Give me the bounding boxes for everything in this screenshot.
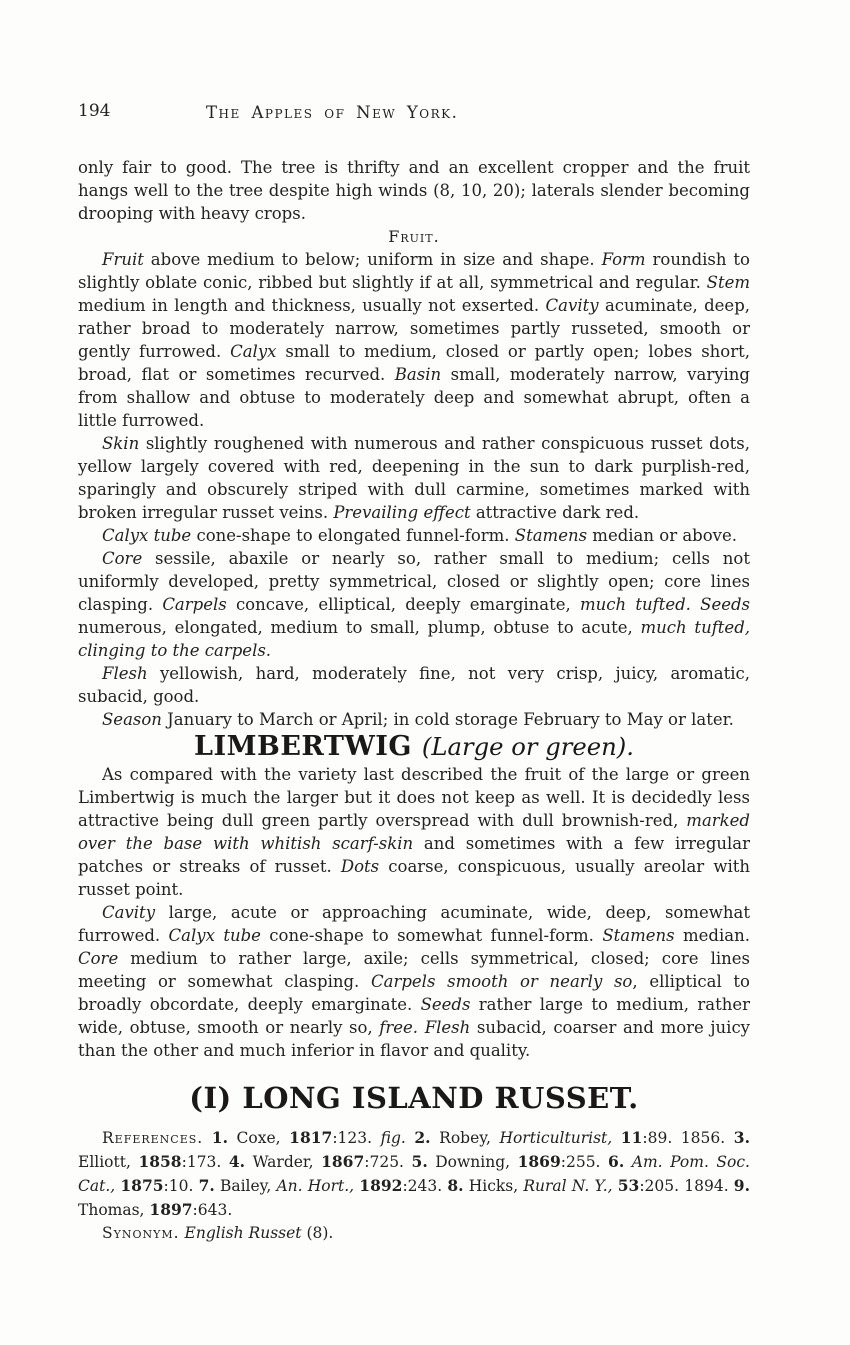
text-run: Carpels smooth or nearly so [371, 972, 633, 991]
text-run: 1817 [289, 1128, 333, 1147]
text-run: Rural N. Y., [523, 1177, 613, 1195]
page-body [78, 156, 750, 1245]
text-run: small, moderately narrow, varying from shallow and obtuse to moderately deep and somewhat abrupt, often a little furrowed. [78, 365, 750, 430]
text-run: free. [379, 1018, 419, 1037]
text-run: small to medium, closed or partly open; lobes short, broad, flat or sometimes recurved. [78, 342, 750, 384]
text-run: :643. [192, 1201, 233, 1219]
text-run: Horticulturist, [499, 1129, 613, 1147]
text-run: 1. [211, 1128, 228, 1147]
text-run: above medium to below; uniform in size and shape. [143, 250, 602, 269]
text-run: only fair to good. The tree is thrifty and an excellent cropper and the fruit hangs well to the tree despite high winds (8, 10, 20); laterals slender becoming drooping with heavy crops. [78, 158, 750, 223]
text-run: marked over the base with whitish scarf-skin [78, 811, 750, 853]
intro-paragraph [78, 156, 750, 225]
text-run: 5. [411, 1152, 428, 1171]
text-run: 1892 [359, 1176, 403, 1195]
text-run: As compared with the variety last described the fruit of the large or green Limbertwig is much the larger but it does not keep as well. It is decidedly less attractive being dull green partly overspread with dull brownish-red, [78, 765, 750, 830]
text-run: yellowish, hard, moderately fine, not very crisp, juicy, aromatic, subacid, good. [78, 664, 750, 706]
text-run: (I) LONG ISLAND RUSSET. [189, 1081, 639, 1115]
text-run: Flesh [102, 664, 148, 683]
text-run: Bailey, [214, 1177, 277, 1195]
text-run [624, 1153, 632, 1171]
text-run: Seeds [420, 995, 471, 1014]
text-run: Elliott, [78, 1153, 139, 1171]
text-run: slightly roughened with numerous and rather conspicuous russet dots, yellow largely covered with red, deepening in the sun to dark purplish-red, sparingly and obscurely striped with dull carmine, sometimes marked with broken irregular russet veins. [78, 434, 750, 522]
text-run: Flesh [424, 1018, 471, 1037]
text-run: Am. Pom. Soc. Cat., [78, 1153, 750, 1195]
text-run: 1897 [149, 1200, 193, 1219]
text-run: :89. 1856. [642, 1129, 734, 1147]
text-run: Warder, [245, 1153, 322, 1171]
text-run: and sometimes with a few irregular patches or streaks of russet. [78, 834, 751, 876]
text-run: :10. [163, 1177, 199, 1195]
text-run: , elliptical to broadly obcordate, deeply emarginate. [78, 972, 750, 1014]
fruit-description-paragraph [78, 248, 750, 432]
text-run: Dots [340, 857, 380, 876]
text-run: Form [601, 250, 646, 269]
fruit-section-heading [78, 225, 750, 248]
text-run: Cavity [545, 296, 599, 315]
text-run: Robey, [430, 1129, 500, 1147]
text-run: 2. [414, 1128, 431, 1147]
text-run: Calyx [230, 342, 277, 361]
text-run: Synonym. [102, 1224, 180, 1242]
text-run: Carpels [162, 595, 227, 614]
limbertwig-cavity-paragraph [78, 901, 750, 1062]
text-run: median. [674, 926, 750, 945]
synonym-paragraph [78, 1222, 750, 1245]
text-run: 53 [617, 1176, 640, 1195]
calyx-tube-paragraph [78, 524, 750, 547]
text-run: median or above. [587, 526, 737, 545]
limbertwig-intro-paragraph [78, 763, 750, 901]
text-run: Stamens [514, 526, 588, 545]
text-run: :243. [402, 1177, 448, 1195]
text-run: attractive dark red. [470, 503, 640, 522]
text-run: 7. [198, 1176, 215, 1195]
text-run: Core [102, 549, 143, 568]
text-run: medium to rather large, axile; cells symmetrical, closed; core lines meeting or somewhat clasping. [78, 949, 750, 991]
text-run: (Large or green). [421, 732, 634, 761]
text-run: 6. [608, 1152, 625, 1171]
text-run [612, 1129, 621, 1147]
text-run: :123. [332, 1129, 381, 1147]
text-run [418, 1018, 425, 1037]
text-run: 3. [733, 1128, 750, 1147]
references-paragraph [78, 1126, 750, 1222]
text-run: Prevailing effect [333, 503, 471, 522]
text-run: Core [78, 949, 119, 968]
text-run: Stem [706, 273, 750, 292]
text-run: subacid, coarser and more juicy than the other and much inferior in flavor and quality. [78, 1018, 751, 1060]
text-run: sessile, abaxile or nearly so, rather small to medium; cells not uniformly developed, pretty symmetrical, closed or slightly open; core lines clasping. [78, 549, 750, 614]
variety-heading-limbertwig [78, 731, 750, 763]
text-run: :725. [364, 1153, 412, 1171]
text-run: concave, elliptical, deeply emarginate, [226, 595, 580, 614]
text-run: Thomas, [78, 1201, 150, 1219]
text-run: Coxe, [227, 1129, 290, 1147]
text-run: English Russet [184, 1224, 302, 1242]
text-run: coarse, conspicuous, usually areolar with russet point. [78, 857, 750, 899]
text-run: Basin [394, 365, 442, 384]
text-run [691, 595, 700, 614]
text-run: Skin [102, 434, 140, 453]
text-run: Calyx tube [102, 526, 192, 545]
text-run: An. Hort., [276, 1177, 355, 1195]
text-run: fig. [380, 1129, 406, 1147]
season-paragraph [78, 708, 750, 731]
text-run: Season [102, 710, 162, 729]
text-run: much tufted, clinging to the carpels. [78, 618, 750, 660]
text-run: Seeds [700, 595, 751, 614]
text-run: 1867 [321, 1152, 365, 1171]
text-run: Cavity [102, 903, 156, 922]
text-run: numerous, elongated, medium to small, plump, obtuse to acute, [78, 618, 641, 637]
text-run: roundish to slightly oblate conic, ribbed but slightly if at all, symmetrical and regular. [78, 250, 750, 292]
text-run: 1875 [120, 1176, 164, 1195]
variety-heading-long-island-russet [78, 1082, 750, 1114]
text-run: 4. [228, 1152, 246, 1171]
text-run: much tufted. [580, 595, 691, 614]
text-run: Stamens [602, 926, 675, 945]
running-title: The Apples of New York. [206, 103, 459, 122]
text-run: 1858 [138, 1152, 182, 1171]
flesh-paragraph [78, 662, 750, 708]
page-header [78, 100, 750, 126]
text-run: LIMBERTWIG [194, 731, 422, 762]
text-run: Calyx tube [168, 926, 261, 945]
text-run: Fruit. [388, 227, 440, 246]
text-run: cone-shape to elongated funnel-form. [191, 526, 515, 545]
text-run: Hicks, [463, 1177, 524, 1195]
page-number: 194 [78, 101, 111, 121]
text-run: :255. [560, 1153, 609, 1171]
text-run: cone-shape to somewhat funnel-form. [260, 926, 603, 945]
text-run: (8). [301, 1224, 334, 1242]
text-run: acuminate, deep, rather broad to moderately narrow, sometimes partly russeted, smooth or gently furrowed. [78, 296, 751, 361]
skin-paragraph [78, 432, 750, 524]
text-run: :173. [181, 1153, 229, 1171]
core-paragraph [78, 547, 750, 662]
text-run: medium in length and thickness, usually not exserted. [78, 296, 546, 315]
text-run: :205. 1894. [639, 1177, 734, 1195]
text-run: Fruit [102, 250, 144, 269]
text-run: 11 [620, 1128, 643, 1147]
text-run [203, 1129, 212, 1147]
text-run: 8. [447, 1176, 464, 1195]
text-run: Downing, [427, 1153, 518, 1171]
text-run: 1869 [517, 1152, 561, 1171]
text-run: rather large to medium, rather wide, obtuse, smooth or nearly so, [78, 995, 750, 1037]
text-run: large, acute or approaching acuminate, wide, deep, somewhat furrowed. [78, 903, 750, 945]
text-run: January to March or April; in cold storage February to May or later. [161, 710, 734, 729]
text-run: References. [102, 1129, 204, 1147]
text-run: 9. [733, 1176, 750, 1195]
